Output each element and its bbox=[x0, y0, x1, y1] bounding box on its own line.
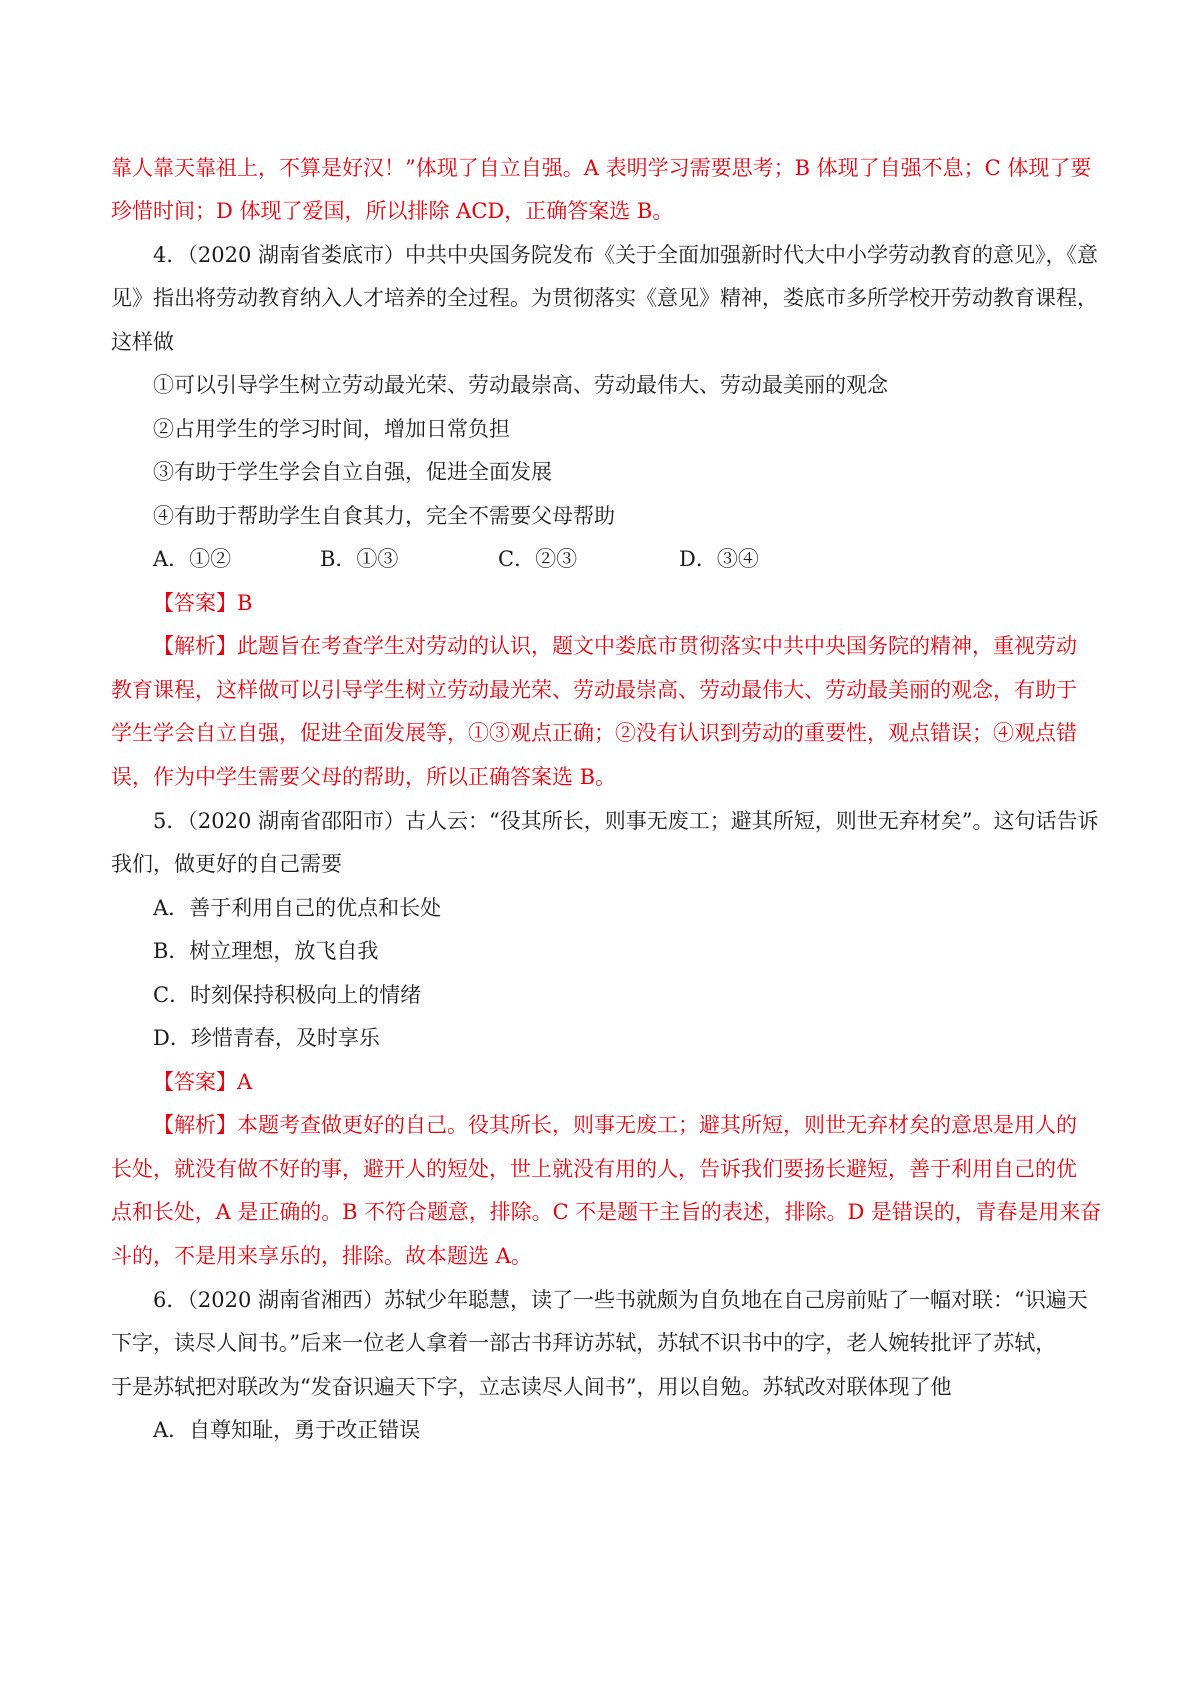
q4-option-a: A．①② bbox=[153, 547, 232, 571]
q5-option-a: A．善于利用自己的优点和长处 bbox=[153, 896, 442, 920]
q6-stem-line-2: 下字，读尽人间书。”后来一位老人拿着一部古书拜访苏轼，苏轼不识书中的字，老人婉转批评了苏轼， bbox=[111, 1331, 1057, 1355]
q5-option-b: B．树立理想，放飞自我 bbox=[153, 939, 379, 963]
q4-option-b: B．①③ bbox=[320, 547, 399, 571]
q4-answer: 【答案】B bbox=[153, 591, 253, 615]
q4-stem-line-3: 这样做 bbox=[111, 330, 174, 354]
q5-option-d: D．珍惜青春，及时享乐 bbox=[153, 1026, 380, 1050]
q5-analysis-line-4: 斗的，不是用来享乐的，排除。故本题选 A。 bbox=[111, 1244, 532, 1268]
q6-stem-line-1: 6．（2020 湖南省湘西）苏轼少年聪慧，读了一些书就颇为自负地在自己房前贴了一幅对联：“识遍天 bbox=[153, 1288, 1088, 1312]
q4-stem-line-2: 见》指出将劳动教育纳入人才培养的全过程。为贯彻落实《意见》精神，娄底市多所学校开劳动教育课程， bbox=[111, 286, 1098, 310]
q5-stem-line-2: 我们，做更好的自己需要 bbox=[111, 852, 342, 876]
q4-statement-4: ④有助于帮助学生自食其力，完全不需要父母帮助 bbox=[153, 504, 615, 528]
prev-analysis-line-1: 靠人靠天靠祖上，不算是好汉！”体现了自立自强。A 表明学习需要思考；B 体现了自强不息；C 体现了要 bbox=[111, 156, 1092, 180]
q4-analysis-line-1: 【解析】此题旨在考查学生对劳动的认识，题文中娄底市贯彻落实中共中央国务院的精神，重视劳动 bbox=[153, 634, 1077, 658]
prev-analysis-line-2: 珍惜时间；D 体现了爱国，所以排除 ACD，正确答案选 B。 bbox=[111, 199, 674, 223]
q4-option-d: D．③④ bbox=[679, 547, 759, 571]
q6-stem-line-3: 于是苏轼把对联改为“发奋识遍天下字，立志读尽人间书”，用以自勉。苏轼改对联体现了他 bbox=[111, 1375, 952, 1399]
q4-stem-line-1: 4．（2020 湖南省娄底市）中共中央国务院发布《关于全面加强新时代大中小学劳动教育的意见》，《意 bbox=[153, 243, 1098, 267]
q5-stem-line-1: 5．（2020 湖南省邵阳市）古人云：“役其所长，则事无废工；避其所短，则世无弃材矣”。这句话告诉 bbox=[153, 809, 1099, 833]
q4-statement-1: ①可以引导学生树立劳动最光荣、劳动最崇高、劳动最伟大、劳动最美丽的观念 bbox=[153, 373, 888, 397]
q4-analysis-line-2: 教育课程，这样做可以引导学生树立劳动最光荣、劳动最崇高、劳动最伟大、劳动最美丽的观念，有助于 bbox=[111, 678, 1077, 702]
q5-analysis-line-3: 点和长处，A 是正确的。B 不符合题意，排除。C 不是题干主旨的表述，排除。D 是错误的，青春是用来奋 bbox=[111, 1200, 1102, 1224]
q5-option-c: C．时刻保持积极向上的情绪 bbox=[153, 983, 422, 1007]
q4-analysis-line-3: 学生学会自立自强，促进全面发展等，①③观点正确；②没有认识到劳动的重要性，观点错误；④观点错 bbox=[111, 721, 1077, 745]
q5-answer: 【答案】A bbox=[153, 1070, 253, 1094]
q6-option-a: A．自尊知耻，勇于改正错误 bbox=[153, 1418, 421, 1442]
q4-statement-3: ③有助于学生学会自立自强，促进全面发展 bbox=[153, 460, 552, 484]
q5-analysis-line-1: 【解析】本题考查做更好的自己。役其所长，则事无废工；避其所短，则世无弃材矣的意思是用人的 bbox=[153, 1113, 1077, 1137]
q4-analysis-line-4: 误，作为中学生需要父母的帮助，所以正确答案选 B。 bbox=[111, 765, 617, 789]
q4-options-row bbox=[153, 544, 1101, 574]
q4-option-c: C．②③ bbox=[498, 547, 578, 571]
q4-statement-2: ②占用学生的学习时间，增加日常负担 bbox=[153, 417, 510, 441]
q5-analysis-line-2: 长处，就没有做不好的事，避开人的短处，世上就没有用的人，告诉我们要扬长避短，善于利用自己的优 bbox=[111, 1157, 1077, 1181]
